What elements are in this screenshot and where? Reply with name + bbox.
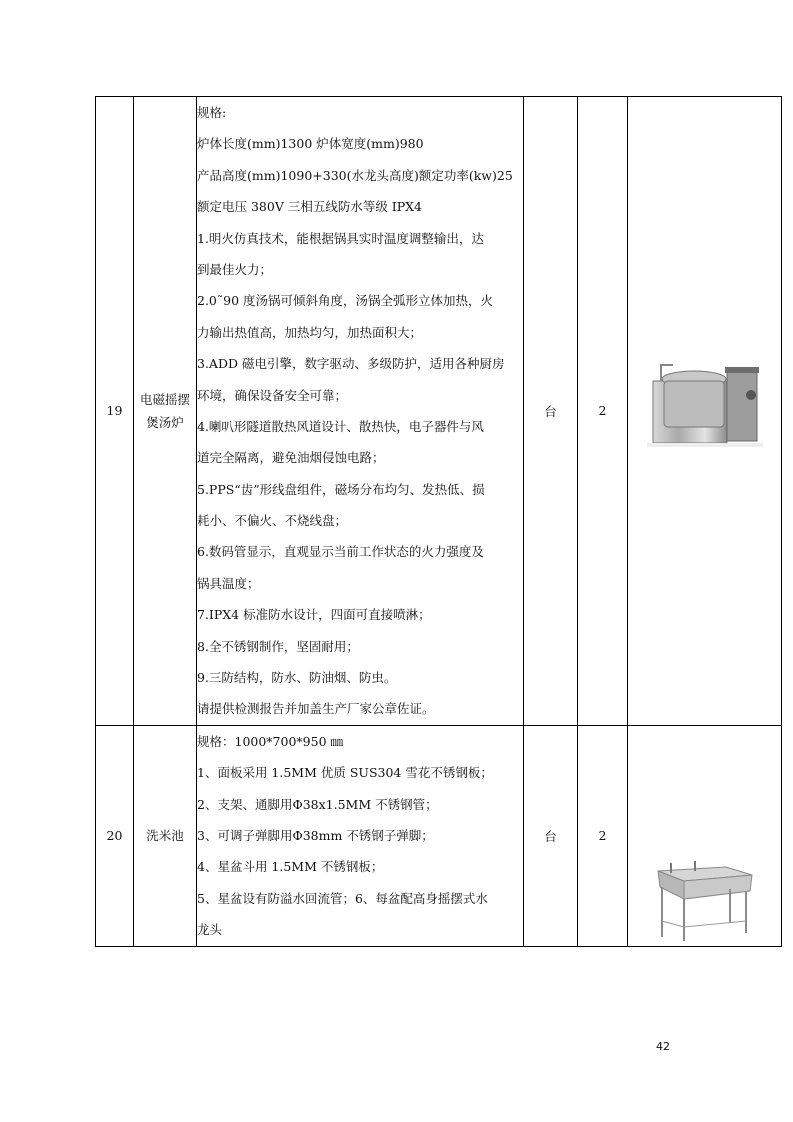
spec-line: 5.PPS“齿”形线盘组件，磁场分布均匀、发热低、损 <box>197 481 485 497</box>
spec-line: 炉体长度(mm)1300 炉体宽度(mm)980 <box>197 136 424 152</box>
spec-line: 8.全不锈钢制作，坚固耐用； <box>197 638 359 654</box>
spec-line: 锅具温度； <box>197 575 260 591</box>
spec-line: 2.0˜90 度汤锅可倾斜角度，汤锅全弧形立体加热，火 <box>197 293 494 309</box>
item-name <box>134 725 197 946</box>
tilting-soup-kettle-photo-icon <box>647 359 763 449</box>
spec-line: 道完全隔离，避免油烟侵蚀电路； <box>197 450 385 466</box>
table-row <box>96 725 782 946</box>
item-unit: 台 <box>524 97 578 726</box>
spec-line: 4、星盆斗用 1.5MM 不锈钢板； <box>197 859 384 875</box>
item-spec <box>197 725 524 946</box>
spec-line: 4.喇叭形隧道散热风道设计、散热快，电子器件与风 <box>197 418 484 434</box>
spec-line: 到最佳火力； <box>197 261 273 277</box>
spec-line: 7.IPX4 标准防水设计，四面可直接喷淋； <box>197 607 431 623</box>
item-image-cell <box>628 725 782 946</box>
item-unit: 台 <box>524 725 578 946</box>
spec-line: 产品高度(mm)1090+330(水龙头高度)额定功率(kw)25 <box>197 167 513 183</box>
item-number: 19 <box>96 97 134 726</box>
spec-line: 规格: <box>197 105 227 120</box>
stainless-sink-photo-icon <box>656 857 754 943</box>
item-name-line: 煲汤炉 <box>146 414 184 430</box>
spec-line: 龙头 <box>197 922 223 938</box>
item-name <box>134 97 197 726</box>
spec-line: 3.ADD 磁电引擎，数字驱动、多级防护，适用各种厨房 <box>197 356 505 372</box>
table-row <box>96 97 782 726</box>
spec-line: 规格：1000*700*950 ㎜ <box>197 733 344 749</box>
item-number: 20 <box>96 725 134 946</box>
item-quantity: 2 <box>578 97 628 726</box>
item-spec <box>197 97 524 726</box>
spec-line: 耗小、不偏火、不烧线盘； <box>197 513 348 529</box>
spec-line: 6.数码管显示，直观显示当前工作状态的火力强度及 <box>197 544 484 560</box>
spec-line: 2、支架、通脚用Φ38x1.5MM 不锈钢管； <box>197 796 438 812</box>
spec-line: 请提供检测报告并加盖生产厂家公章佐证。 <box>197 701 435 717</box>
spec-line: 3、可调子弹脚用Φ38mm 不锈钢子弹脚； <box>197 827 434 843</box>
equipment-spec-table <box>95 96 782 947</box>
spec-line: 5、星盆设有防溢水回流管；6、每盆配高身摇摆式水 <box>197 890 488 906</box>
item-quantity: 2 <box>578 725 628 946</box>
spec-line: 力输出热值高，加热均匀，加热面积大； <box>197 324 423 340</box>
item-name-line: 电磁摇摆 <box>139 391 190 407</box>
page-number: 42 <box>656 1040 670 1053</box>
spec-line: 环境，确保设备安全可靠； <box>197 387 348 403</box>
item-image-cell <box>628 97 782 726</box>
spec-line: 9.三防结构，防水、防油烟、防虫。 <box>197 670 397 686</box>
item-name-line: 洗米池 <box>146 828 184 844</box>
spec-line: 额定电压 380V 三相五线防水等级 IPX4 <box>197 199 423 215</box>
spec-line: 1、面板采用 1.5MM 优质 SUS304 雪花不锈钢板； <box>197 765 493 781</box>
spec-line: 1.明火仿真技术，能根据锅具实时温度调整输出，达 <box>197 230 484 246</box>
